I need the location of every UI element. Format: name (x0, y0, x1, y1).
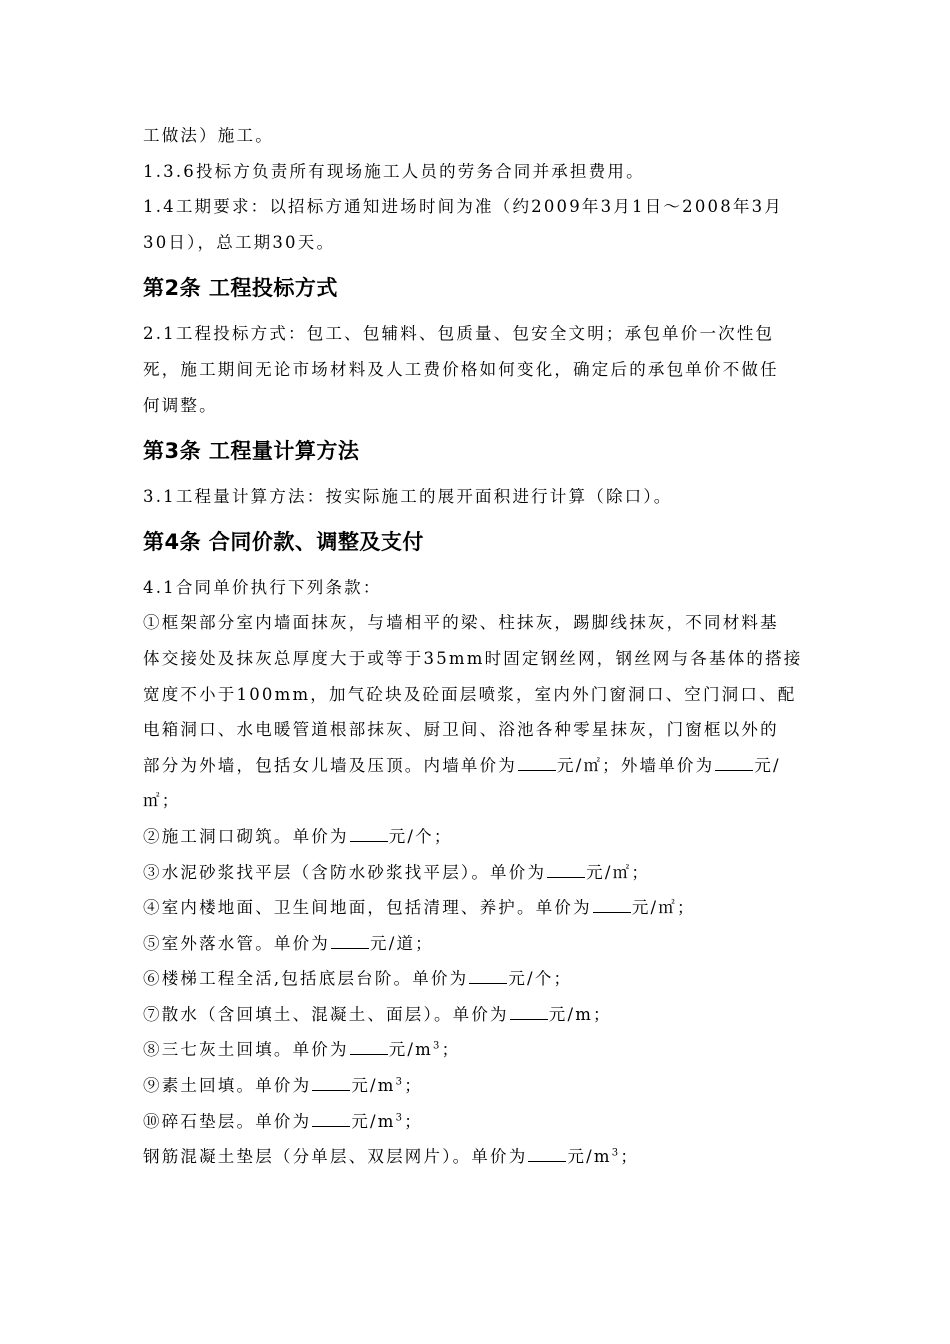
text-line: 何调整。 (143, 395, 218, 415)
item-label: ⑥楼梯工程全活,包括底层台阶。单价为 (143, 969, 469, 989)
unit-superscript: 3 (395, 1112, 405, 1124)
text-line (143, 748, 810, 784)
text-line: 工做法）施工。 (143, 126, 274, 145)
unit-text: 元/个； (388, 826, 453, 846)
text-line: 1.3.6投标方负责所有现场施工人员的劳务合同并承担费用。 (143, 161, 645, 181)
price-blank (593, 898, 631, 913)
unit-text: 元/m (388, 1040, 434, 1060)
unit-text-end: ； (441, 1040, 461, 1060)
price-item (143, 926, 810, 962)
unit-text: 元/㎡； (586, 862, 651, 882)
price-item (143, 1139, 810, 1175)
price-item (143, 997, 810, 1033)
unit-text: 元/m (351, 1111, 396, 1131)
price-items-list (143, 819, 810, 1175)
item-label: ⑨素土回填。单价为 (143, 1076, 312, 1096)
text-line: 死，施工期间无论市场材料及人工费价格如何变化，确定后的承包单价不做任 (143, 359, 779, 379)
unit-superscript: 3 (611, 1147, 621, 1159)
unit-text-end: ； (404, 1076, 423, 1096)
price-item (143, 855, 810, 891)
price-blank (547, 863, 585, 878)
item-label: ⑧三七灰土回填。单价为 (143, 1040, 349, 1060)
unit-text: 元/m； (548, 1004, 612, 1024)
text-line: 体交接处及抹灰总厚度大于或等于35mm时固定钢丝网，钢丝网与各基体的搭接 (143, 648, 803, 668)
price-item (143, 1068, 810, 1104)
section-heading: 第3条 工程量计算方法 (143, 439, 360, 464)
price-item (143, 819, 810, 855)
item-label: ⑦散水（含回填土、混凝土、面层）。单价为 (143, 1004, 509, 1024)
unit-text-end: ； (404, 1111, 423, 1131)
text-line: 1.4工期要求：以招标方通知进场时间为准（约2009年3月1日～2008年3月 (143, 197, 784, 217)
price-item (143, 961, 810, 997)
text-line: 电箱洞口、水电暖管道根部抹灰、厨卫间、浴池各种零星抹灰，门窗框以外的 (143, 720, 779, 740)
unit-text: 元/㎡； (631, 898, 696, 918)
text-line: 3.1工程量计算方法：按实际施工的展开面积进行计算（除口）。 (143, 487, 673, 507)
section-heading: 第2条 工程投标方式 (143, 276, 338, 301)
text-line: 30日），总工期30天。 (143, 232, 336, 252)
item-label: 钢筋混凝土垫层（分单层、双层网片）。单价为 (143, 1147, 528, 1167)
price-blank (469, 969, 507, 984)
item-label: ②施工洞口砌筑。单价为 (143, 826, 349, 846)
price-blank (528, 1147, 566, 1162)
price-item (143, 1032, 810, 1068)
price-blank (312, 1112, 350, 1127)
unit-superscript: 3 (433, 1040, 442, 1052)
item-label: ③水泥砂浆找平层（含防水砂浆找平层）。单价为 (143, 862, 547, 882)
unit-text: 元/m (567, 1147, 612, 1167)
text-line: 宽度不小于100mm，加气砼块及砼面层喷浆，室内外门窗洞口、空门洞口、配 (143, 684, 797, 704)
text-line: ①框架部分室内墙面抹灰，与墙相平的梁、柱抹灰，踢脚线抹灰，不同材料基 (143, 613, 779, 633)
price-item (143, 890, 810, 926)
price-blank (331, 934, 369, 949)
text-fragment: 部分为外墙，包括女儿墙及压顶。内墙单价为 (143, 755, 517, 775)
price-blank (312, 1076, 350, 1091)
item-label: ⑩碎石垫层。单价为 (143, 1111, 312, 1131)
text-line: 4.1合同单价执行下列条款： (143, 577, 382, 597)
price-blank (518, 756, 556, 771)
item-label: ⑤室外落水管。单价为 (143, 933, 330, 953)
price-blank (510, 1005, 548, 1020)
text-fragment: 元/㎡；外墙单价为 (557, 755, 715, 775)
price-blank (350, 827, 388, 842)
text-line: ㎡； (143, 791, 181, 811)
section-heading: 第4条 合同价款、调整及支付 (143, 529, 424, 554)
unit-text: 元/个； (508, 969, 573, 989)
text-fragment: 元/ (754, 755, 781, 775)
unit-text-end: ； (620, 1147, 640, 1167)
unit-text: 元/m (351, 1076, 396, 1096)
unit-superscript: 3 (395, 1076, 405, 1088)
unit-text: 元/道； (370, 933, 434, 953)
item-label: ④室内楼地面、卫生间地面，包括清理、养护。单价为 (143, 898, 592, 918)
price-blank (350, 1040, 388, 1055)
price-blank (715, 756, 753, 771)
text-line: 2.1工程投标方式：包工、包辅料、包质量、包安全文明；承包单价一次性包 (143, 324, 775, 344)
document-body (143, 118, 810, 1175)
price-item (143, 1104, 810, 1140)
